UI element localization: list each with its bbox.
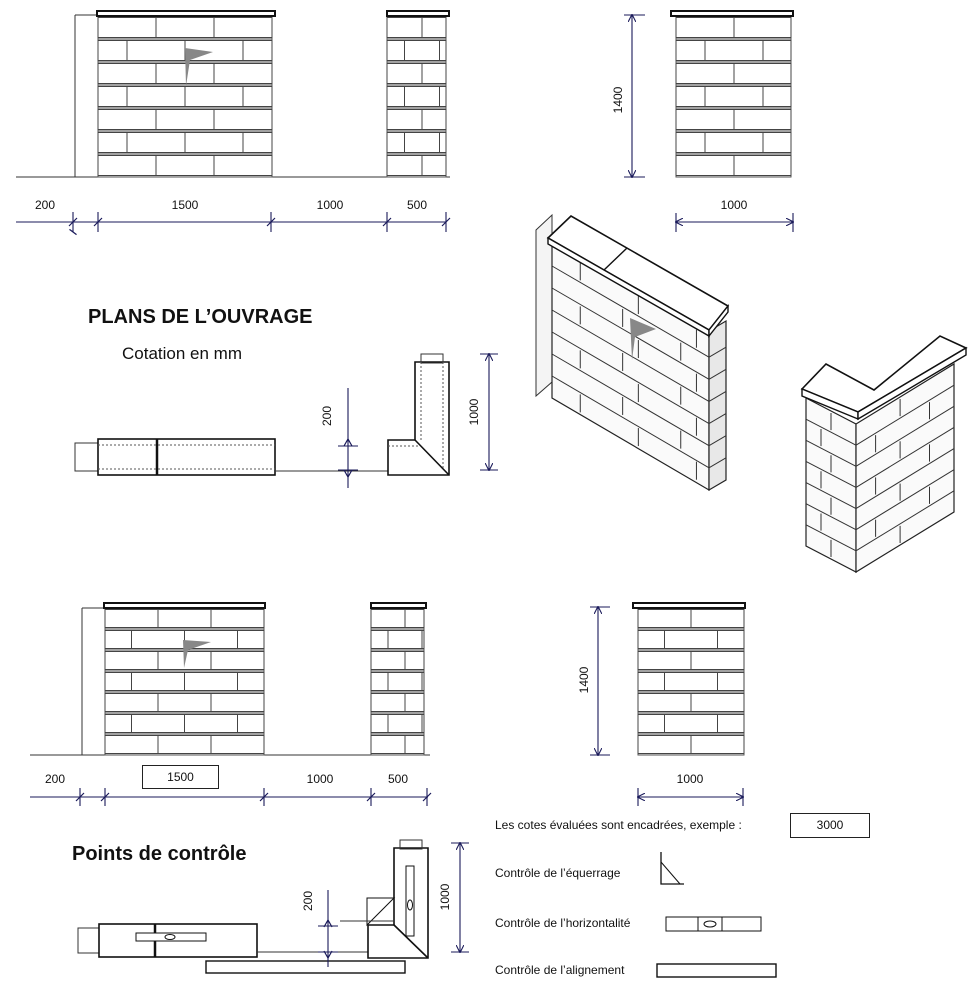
brick bbox=[422, 110, 446, 130]
brick bbox=[691, 652, 744, 670]
brick bbox=[440, 133, 447, 153]
brick bbox=[105, 694, 158, 712]
brick bbox=[705, 87, 763, 107]
top-main-wall-elevation bbox=[16, 11, 450, 177]
brick bbox=[127, 41, 185, 61]
brick bbox=[243, 87, 272, 107]
brick bbox=[691, 694, 744, 712]
brick bbox=[214, 18, 272, 38]
brick bbox=[185, 673, 238, 691]
brick bbox=[676, 133, 705, 153]
brick bbox=[676, 156, 734, 176]
brick bbox=[763, 41, 791, 61]
brick bbox=[211, 652, 264, 670]
brick bbox=[734, 18, 791, 38]
brick bbox=[422, 631, 424, 649]
brick bbox=[105, 631, 132, 649]
brick bbox=[638, 715, 665, 733]
brick bbox=[387, 18, 422, 38]
boxed-dimension-1500: 1500 bbox=[142, 765, 219, 789]
brick bbox=[638, 652, 691, 670]
brick bbox=[185, 133, 243, 153]
brick bbox=[98, 133, 127, 153]
legend-alignement: Contrôle de l’alignement bbox=[495, 963, 625, 977]
brick bbox=[422, 64, 446, 84]
brick bbox=[98, 64, 156, 84]
brick bbox=[665, 631, 718, 649]
bottom-height-label: 1400 bbox=[577, 666, 591, 694]
brick bbox=[387, 87, 405, 107]
brick bbox=[405, 652, 424, 670]
brick bbox=[127, 133, 185, 153]
bottom-side-elevation bbox=[577, 603, 745, 806]
brick bbox=[211, 694, 264, 712]
coping-stone bbox=[97, 11, 275, 16]
brick bbox=[638, 673, 665, 691]
bottom-dim-200: 200 bbox=[44, 772, 66, 786]
brick bbox=[371, 631, 388, 649]
brick bbox=[691, 610, 744, 628]
brick bbox=[105, 715, 132, 733]
legend-exemple-text: Les cotes évaluées sont encadrées, exemple : bbox=[495, 818, 742, 832]
brick bbox=[132, 715, 185, 733]
brick bbox=[132, 673, 185, 691]
brick bbox=[388, 715, 422, 733]
brick bbox=[388, 673, 422, 691]
brick bbox=[243, 133, 272, 153]
brick bbox=[371, 673, 388, 691]
brick bbox=[387, 133, 405, 153]
top-height-label: 1400 bbox=[611, 86, 625, 114]
brick bbox=[371, 610, 405, 628]
brick bbox=[763, 87, 791, 107]
brick bbox=[98, 18, 156, 38]
plan-200-label: 200 bbox=[320, 405, 334, 427]
bottom-pillar-elevation bbox=[371, 603, 426, 755]
brick bbox=[243, 41, 272, 61]
brick bbox=[705, 133, 763, 153]
brick bbox=[238, 673, 265, 691]
isometric-corner-pillar bbox=[802, 336, 966, 572]
brick bbox=[98, 156, 156, 176]
brick bbox=[98, 87, 127, 107]
horizontalite-symbol bbox=[666, 917, 761, 931]
dim-200: 200 bbox=[34, 198, 56, 212]
control-plan-200-label: 200 bbox=[301, 890, 315, 912]
brick bbox=[156, 64, 214, 84]
brick bbox=[132, 631, 185, 649]
brick bbox=[691, 736, 744, 754]
controle-title: Points de contrôle bbox=[72, 843, 247, 865]
brick bbox=[718, 715, 745, 733]
brick bbox=[387, 64, 422, 84]
brick bbox=[405, 133, 440, 153]
legend-horizontalite: Contrôle de l’horizontalité bbox=[495, 916, 631, 930]
brick bbox=[734, 110, 791, 130]
cotation-subtitle: Cotation en mm bbox=[122, 344, 242, 363]
brick bbox=[676, 64, 734, 84]
brick bbox=[387, 156, 422, 176]
side-coping bbox=[671, 11, 793, 16]
pillar-coping bbox=[387, 11, 449, 16]
brick bbox=[388, 631, 422, 649]
brick bbox=[405, 694, 424, 712]
dim-1000: 1000 bbox=[316, 198, 344, 212]
brick bbox=[676, 110, 734, 130]
brick bbox=[705, 41, 763, 61]
top-pillar-elevation bbox=[387, 11, 449, 177]
brick bbox=[98, 110, 156, 130]
brick bbox=[387, 110, 422, 130]
brick bbox=[405, 610, 424, 628]
brick bbox=[156, 156, 214, 176]
brick bbox=[214, 110, 272, 130]
brick bbox=[734, 64, 791, 84]
brick bbox=[638, 631, 665, 649]
control-plan-1000-label: 1000 bbox=[438, 883, 452, 911]
brick bbox=[422, 715, 424, 733]
brick bbox=[214, 64, 272, 84]
brick bbox=[238, 631, 265, 649]
top-side-elevation bbox=[611, 11, 793, 232]
brick bbox=[98, 41, 127, 61]
brick bbox=[387, 41, 405, 61]
alignement-symbol bbox=[657, 964, 776, 977]
bottom-dim-1000: 1000 bbox=[306, 772, 334, 786]
legend-symbols bbox=[657, 852, 776, 977]
brick bbox=[718, 631, 745, 649]
plan-1000-label: 1000 bbox=[467, 398, 481, 426]
brick bbox=[214, 156, 272, 176]
brick bbox=[718, 673, 745, 691]
brick bbox=[211, 610, 264, 628]
brick bbox=[405, 87, 440, 107]
bottom-dimension-chain bbox=[30, 772, 431, 806]
brick bbox=[185, 715, 238, 733]
top-side-width-label: 1000 bbox=[720, 198, 748, 212]
brick bbox=[665, 715, 718, 733]
equerrage-symbol bbox=[661, 852, 684, 884]
bottom-main-wall-elevation bbox=[30, 603, 430, 755]
brick bbox=[105, 736, 158, 754]
brick bbox=[405, 736, 424, 754]
brick bbox=[105, 652, 158, 670]
brick bbox=[440, 41, 447, 61]
isometric-main-wall bbox=[536, 215, 728, 490]
brick bbox=[158, 610, 211, 628]
brick bbox=[185, 87, 243, 107]
brick bbox=[371, 652, 405, 670]
brick bbox=[158, 694, 211, 712]
brick bbox=[734, 156, 791, 176]
plans-title: PLANS DE L’OUVRAGE bbox=[88, 306, 313, 328]
dim-1500: 1500 bbox=[171, 198, 199, 212]
brick bbox=[371, 736, 405, 754]
brick bbox=[238, 715, 265, 733]
brick bbox=[371, 694, 405, 712]
brick bbox=[676, 18, 734, 38]
brick bbox=[405, 41, 440, 61]
brick bbox=[156, 18, 214, 38]
bottom-side-width-label: 1000 bbox=[676, 772, 704, 786]
top-plan-view bbox=[75, 354, 498, 488]
brick bbox=[638, 736, 691, 754]
brick bbox=[665, 673, 718, 691]
brick bbox=[422, 18, 446, 38]
brick bbox=[422, 156, 446, 176]
brick bbox=[156, 110, 214, 130]
legend-equerrage: Contrôle de l’équerrage bbox=[495, 866, 621, 880]
brick bbox=[422, 673, 424, 691]
brick bbox=[211, 736, 264, 754]
brick bbox=[105, 673, 132, 691]
straightedge-tool bbox=[206, 961, 405, 973]
brick bbox=[676, 87, 705, 107]
brick bbox=[158, 736, 211, 754]
legend-exemple-boxed-value: 3000 bbox=[790, 813, 870, 838]
brick bbox=[371, 715, 388, 733]
brick bbox=[127, 87, 185, 107]
brick bbox=[440, 87, 447, 107]
brick bbox=[676, 41, 705, 61]
brick bbox=[638, 610, 691, 628]
top-dimension-chain bbox=[16, 198, 450, 232]
brick bbox=[638, 694, 691, 712]
brick bbox=[105, 610, 158, 628]
bottom-dim-500: 500 bbox=[387, 772, 409, 786]
brick bbox=[763, 133, 791, 153]
dim-500: 500 bbox=[406, 198, 428, 212]
